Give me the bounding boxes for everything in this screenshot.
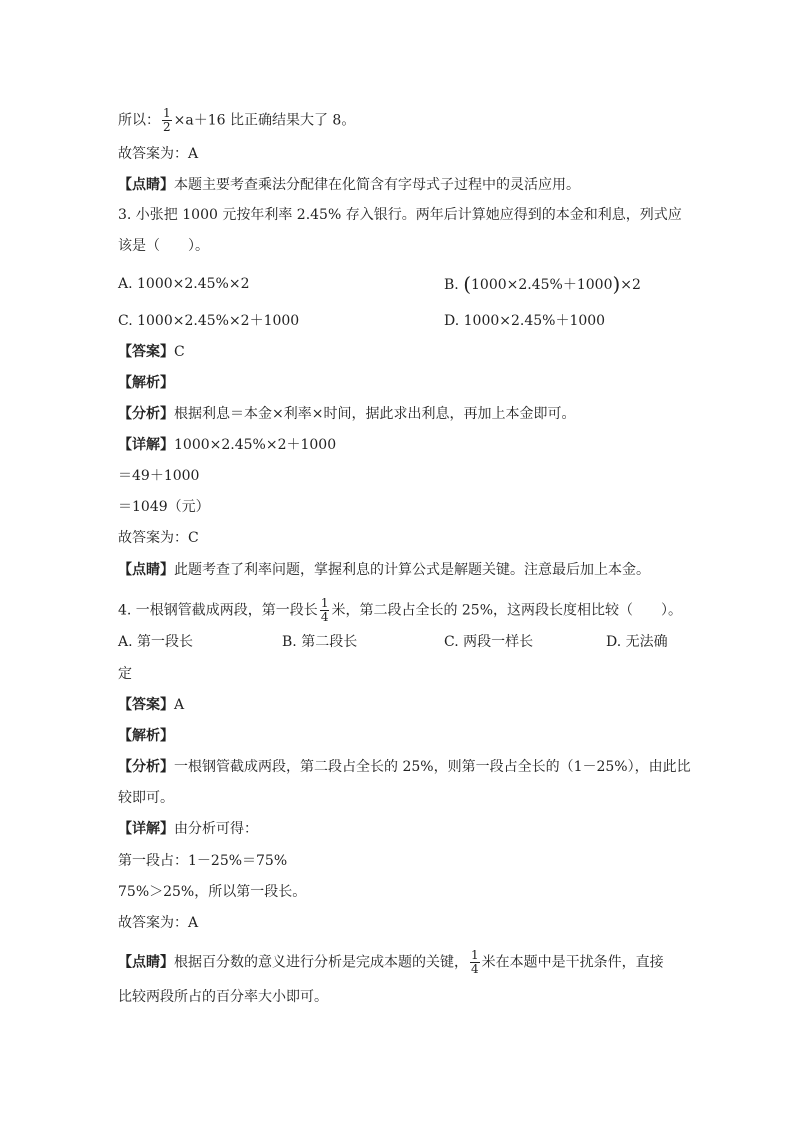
q4-detail: 【详解】由分析可得： [118, 821, 258, 837]
q3-option-c: C. 1000×2.45%×2＋1000 [118, 313, 300, 329]
fraction-half: $\frac{1}{2}$ [163, 106, 171, 134]
q3-analysis-heading: 【解析】 [118, 375, 174, 391]
q4-detail-step2: 75%＞25%，所以第一段长。 [118, 884, 307, 900]
q3-option-d: D. 1000×2.45%＋1000 [444, 313, 606, 329]
q4-tip-line2: 比较两段所占的百分率大小即可。 [118, 989, 328, 1005]
q4-option-d: D. 无法确 [606, 634, 668, 650]
fraction-quarter: $\frac{1}{4}$ [320, 596, 329, 624]
q4-answer: 【答案】A [118, 697, 185, 713]
q3-option-b: B. (1000×2.45%＋1000)×2 [444, 272, 641, 296]
q3-detail-step3: ＝1049（元） [118, 499, 210, 515]
q4-option-d-wrap: 定 [118, 666, 132, 682]
q4-option-a: A. 第一段长 [118, 634, 194, 650]
q4-fenxi-line2: 较即可。 [118, 790, 174, 806]
q4-option-c: C. 两段一样长 [444, 634, 534, 650]
q3-answer: 【答案】C [118, 344, 185, 360]
q4-stem: 4. 一根钢管截成两段，第一段长 $\frac{1}{4}$ 米，第二段占全长的 25%，这两段长度相比较（ ）。 [118, 596, 683, 624]
fraction-quarter-tip: $\frac{1}{4}$ [471, 948, 479, 976]
q3-option-a: A. 1000×2.45%×2 [118, 276, 250, 292]
q3-detail: 【详解】1000×2.45%×2＋1000 [118, 437, 337, 453]
q3-stem-line1: 3. 小张把 1000 元按年利率 2.45% 存入银行。两年后计算她应得到的本金和利息，列式应 [118, 207, 682, 223]
q3-tip: 【点睛】此题考查了利率问题，掌握利息的计算公式是解题关键。注意最后加上本金。 [118, 562, 650, 578]
q4-detail-step1: 第一段占：1－25%＝75% [118, 853, 288, 869]
q4-option-b: B. 第二段长 [282, 634, 358, 650]
q4-tip-line1: 【点睛】根据百分数的意义进行分析是完成本题的关键， $\frac{1}{4}$ 米在本题中是干扰条件，直接 [118, 948, 664, 976]
q3-final-answer: 故答案为：C [118, 530, 199, 546]
q3-detail-step2: ＝49＋1000 [118, 468, 200, 484]
q3-stem-line2: 该是（ ）。 [118, 238, 209, 254]
q4-analysis-heading: 【解析】 [118, 728, 174, 744]
q4-fenxi-line1: 【分析】一根钢管截成两段，第二段占全长的 25%，则第一段占全长的（1－25%），由此比 [118, 759, 691, 775]
q4-final-answer: 故答案为：A [118, 915, 199, 931]
q2-tip: 【点睛】本题主要考查乘法分配律在化简含有字母式子过程中的灵活应用。 [118, 177, 580, 193]
q2-final-answer: 故答案为：A [118, 146, 199, 162]
q3-fenxi: 【分析】根据利息＝本金×利率×时间，据此求出利息，再加上本金即可。 [118, 406, 576, 422]
conclusion-line: 所以： $\frac{1}{2}$ ×a＋16 比正确结果大了 8。 [118, 106, 356, 134]
